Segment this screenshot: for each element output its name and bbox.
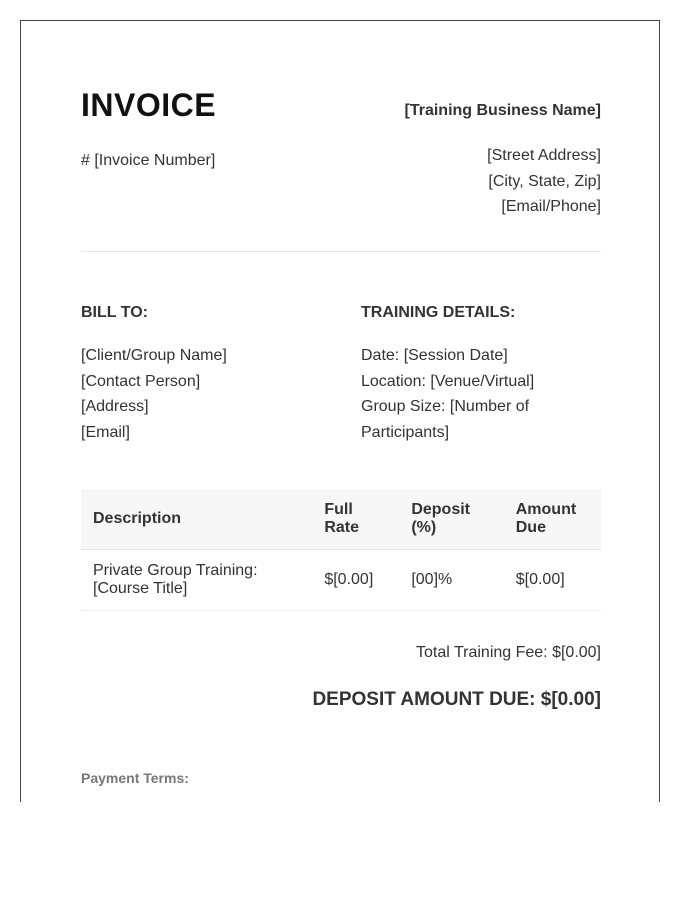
training-details-list — [361, 343, 601, 445]
header-divider — [81, 251, 601, 252]
business-street: [Street Address] — [487, 147, 601, 164]
header-description-label: Description — [93, 510, 182, 527]
cell-full-rate: $[0.00] — [312, 550, 399, 611]
invoice-page — [20, 20, 660, 802]
header-deposit-line2: (%) — [411, 519, 437, 536]
invoice-number: # [Invoice Number] — [81, 152, 216, 169]
training-group-size-line2: Participants] — [361, 423, 450, 441]
header-amount-due-line1: Amount — [515, 501, 577, 518]
training-details-section — [361, 303, 601, 445]
table-header-row — [81, 489, 601, 550]
bill-to-contact-person: [Contact Person] — [81, 372, 201, 390]
payment-terms-heading: Payment Terms: — [81, 770, 189, 786]
header-full-rate-line2: Rate — [324, 519, 360, 536]
cell-amount-due: $[0.00] — [504, 550, 601, 611]
header-amount-due-line2: Due — [515, 519, 546, 536]
header-full-rate — [312, 489, 399, 550]
invoice-title: INVOICE — [81, 87, 217, 123]
bill-to-section — [81, 303, 321, 445]
cell-description-line2: [Course Title] — [93, 580, 188, 597]
business-info — [301, 101, 601, 220]
bill-to-email: [Email] — [81, 423, 130, 441]
total-training-fee: Total Training Fee: $[0.00] — [416, 644, 601, 661]
header-amount-due — [504, 489, 601, 550]
business-city: [City, State, Zip] — [488, 172, 601, 190]
bill-to-address: [Address] — [81, 398, 149, 415]
cell-description-line1: Private Group Training: — [93, 562, 258, 579]
header-full-rate-line1: Full — [324, 501, 353, 518]
training-group-size-line1: Group Size: [Number of — [361, 398, 530, 415]
training-details-heading: TRAINING DETAILS: — [361, 304, 516, 321]
cell-description — [81, 550, 312, 611]
header-deposit-line1: Deposit — [411, 501, 470, 518]
bill-to-heading: BILL TO: — [81, 304, 148, 321]
table-row — [81, 550, 601, 611]
header-description — [81, 489, 312, 550]
training-group-size — [361, 394, 601, 445]
bill-to-details — [81, 343, 321, 445]
training-location: Location: [Venue/Virtual] — [361, 372, 535, 390]
line-items-table — [81, 489, 601, 611]
deposit-amount-due: DEPOSIT AMOUNT DUE: $[0.00] — [312, 689, 601, 710]
business-address — [301, 143, 601, 220]
cell-deposit: [00]% — [399, 550, 503, 611]
header-deposit — [399, 489, 503, 550]
business-contact: [Email/Phone] — [501, 198, 601, 215]
training-date: Date: [Session Date] — [361, 347, 508, 364]
business-name: [Training Business Name] — [404, 102, 601, 119]
bill-to-client: [Client/Group Name] — [81, 347, 227, 364]
